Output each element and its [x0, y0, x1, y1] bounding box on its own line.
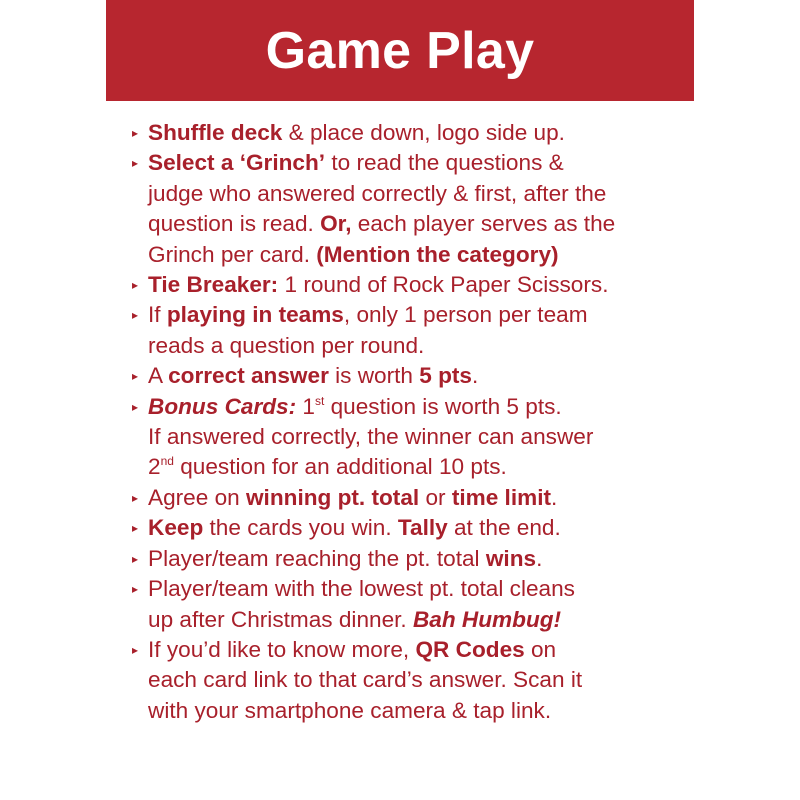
rule-text: question is read. [148, 211, 321, 237]
rule-item [132, 361, 692, 391]
rule-item [132, 574, 692, 635]
rule-text: or [419, 484, 452, 510]
triangle-bullet-icon [132, 483, 138, 513]
triangle-bullet-icon [132, 635, 138, 665]
rule-item [132, 118, 692, 148]
rule-text: Agree on [148, 484, 246, 510]
rule-text: up after Christmas dinner. [148, 606, 413, 632]
rule-text: 1 round of Rock Paper Scissors. [278, 272, 609, 298]
rule-item [132, 300, 692, 361]
rule-text: is worth [328, 363, 420, 389]
rule-text: to read the questions & [325, 150, 564, 176]
rule-item [132, 483, 692, 513]
rule-text: Bonus Cards: [148, 393, 297, 419]
rule-text: If answered correctly, the winner can answer [148, 424, 594, 450]
triangle-bullet-icon [132, 392, 138, 422]
page-title: Game Play [265, 21, 535, 80]
rule-text: A [148, 363, 169, 389]
rules-list [132, 118, 692, 726]
rule-text: Grinch per card. [148, 241, 317, 267]
rule-text: If you’d like to know more, [148, 636, 416, 662]
rule-text: question for an additional 10 pts. [173, 454, 507, 480]
rule-item [132, 513, 692, 543]
rule-text: Bah Humbug! [412, 606, 562, 632]
rule-text: Keep [148, 515, 204, 541]
rule-text: Tally [397, 515, 448, 541]
triangle-bullet-icon [132, 361, 138, 391]
rule-text: Player/team reaching the pt. total [148, 545, 486, 571]
triangle-bullet-icon [132, 544, 138, 574]
rule-text: nd [160, 454, 174, 469]
triangle-bullet-icon [132, 118, 138, 148]
rule-item [132, 270, 692, 300]
rule-text: time limit [451, 484, 552, 510]
rule-text: reads a question per round. [148, 332, 425, 358]
rule-text: judge who answered correctly & first, after the [148, 180, 607, 206]
rule-text: on [524, 636, 557, 662]
rule-text: , only 1 person per team [343, 302, 588, 328]
rule-item [132, 635, 692, 726]
rule-text: winning pt. total [245, 484, 420, 510]
rule-item [132, 148, 692, 270]
rule-text: . [551, 484, 558, 510]
triangle-bullet-icon [132, 574, 138, 604]
triangle-bullet-icon [132, 270, 138, 300]
rule-text: 5 pts [419, 363, 472, 389]
rule-text: correct answer [168, 363, 329, 389]
rule-text: & place down, logo side up. [282, 120, 565, 145]
rule-text: . [536, 545, 543, 571]
rule-text: the cards you win. [203, 515, 398, 541]
rule-text: question is worth 5 pts. [324, 393, 562, 419]
rule-text: (Mention the category) [316, 241, 559, 267]
rule-item [132, 392, 692, 483]
header-banner [106, 0, 694, 101]
rule-text: Player/team with the lowest pt. total cleans [148, 576, 575, 602]
rule-text: each card link to that card’s answer. Scan it [148, 667, 583, 693]
rule-text: st [314, 393, 325, 408]
rule-text: Or, [320, 211, 352, 237]
rule-text: 1 [296, 393, 315, 419]
rule-text: Select a ‘Grinch’ [148, 150, 326, 176]
rule-text: If [148, 302, 167, 328]
rule-item [132, 544, 692, 574]
game-play-card [106, 0, 694, 800]
rule-text: playing in teams [166, 302, 344, 328]
rule-text: . [472, 363, 479, 389]
rule-text: with your smartphone camera & tap link. [148, 697, 552, 723]
triangle-bullet-icon [132, 148, 138, 178]
rule-text: wins [485, 545, 537, 571]
triangle-bullet-icon [132, 513, 138, 543]
rule-text: at the end. [447, 515, 561, 541]
rule-text: QR Codes [415, 636, 525, 662]
triangle-bullet-icon [132, 300, 138, 330]
rule-text: 2 [148, 454, 161, 480]
rule-text: Shuffle deck [148, 120, 283, 145]
rule-text: each player serves as the [351, 211, 616, 237]
rule-text: Tie Breaker: [148, 272, 279, 298]
